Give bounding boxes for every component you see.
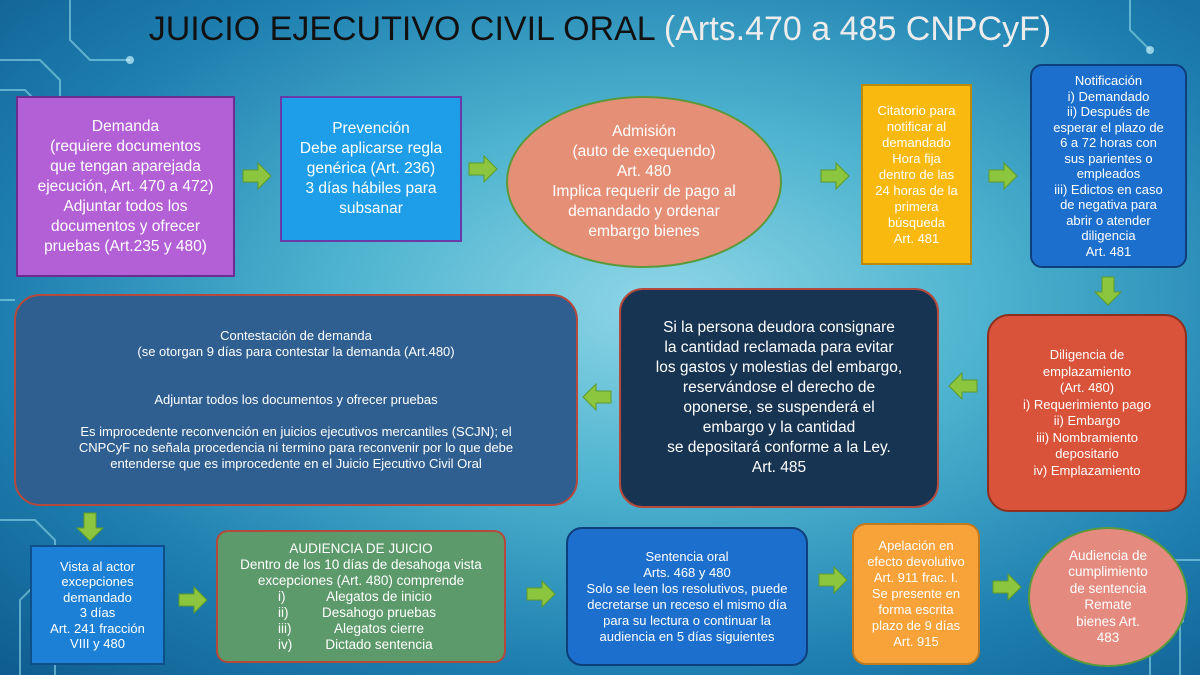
- node-diligencia-text: Diligencia de emplazamiento (Art. 480) i) Requerimiento pago ii) Embargo iii) Nombramiento depositario iv) Emplazamiento: [1023, 347, 1151, 478]
- audiencia-item-text: Dictado sentencia: [325, 636, 433, 652]
- node-vista-text: Vista al actor excepciones demandado 3 días Art. 241 fracción VIII y 480: [50, 558, 145, 651]
- audiencia-item: [278, 605, 444, 621]
- node-demanda: [16, 96, 235, 277]
- arrow-down-icon: [1094, 276, 1122, 306]
- node-contestacion: [14, 294, 578, 506]
- node-contestacion-text: Contestación de demanda (se otorgan 9 días para contestar la demanda (Art.480) Adjuntar todos los documentos y ofrecer pruebas Es improcedente reconvención en juicios ejecutivos mercantiles (SCJN); el CNPCyF no señala procedencia ni termino para reconvenir por lo que debe entenderse que es improcedente en el Juicio Ejecutivo Civil Oral: [78, 328, 514, 471]
- arrow-down-icon: [76, 512, 104, 542]
- node-prevencion-text: Prevención Debe aplicarse regla genérica (Art. 236) 3 días hábiles para subsanar: [299, 120, 443, 217]
- audiencia-item: [278, 637, 444, 653]
- node-audiencia: [216, 530, 506, 663]
- audiencia-item-text: Alegatos cierre: [333, 620, 425, 636]
- arrow-right-icon: [526, 580, 556, 608]
- arrow-right-icon: [992, 573, 1022, 601]
- node-notificacion: [1030, 64, 1187, 268]
- node-deudora-text: Si la persona deudora consignare la cantidad reclamada para evitar los gastos y molestias del embargo, reservándose el derecho de oponerse, se suspenderá el embargo y la cantidad se depositará conforme a la Ley. Art. 485: [655, 319, 903, 476]
- arrow-right-icon: [818, 566, 848, 594]
- arrow-right-icon: [820, 162, 850, 190]
- node-cumplimiento: [1028, 527, 1188, 667]
- node-citatorio: [861, 84, 972, 265]
- audiencia-item-text: Alegatos de inicio: [326, 588, 432, 604]
- arrow-right-icon: [242, 162, 272, 190]
- audiencia-item-num: ii): [278, 604, 289, 620]
- audiencia-item: [278, 621, 444, 637]
- node-notificacion-text: Notificación i) Demandado ii) Después de esperar el plazo de 6 a 72 horas con sus parientes o empleados iii) Edictos en caso de negativa para abrir o atender diligencia Art. 481: [1053, 73, 1164, 259]
- node-diligencia: [987, 314, 1187, 512]
- title-reference: (Arts.470 a 485 CNPCyF): [663, 10, 1052, 48]
- audiencia-item-num: iii): [278, 620, 292, 636]
- node-admision-text: Admisión (auto de exequendo) Art. 480 Implica requerir de pago al demandado y ordenar embargo bienes: [552, 123, 736, 240]
- node-apelacion-text: Apelación en efecto devolutivo Art. 911 frac. I. Se presente en forma escrita plazo de 9 días Art. 915: [867, 538, 965, 649]
- node-sentencia-text: Sentencia oral Arts. 468 y 480 Solo se leen los resolutivos, puede decretarse un receso el mismo día para su lectura o continuar la audiencia en 5 días siguientes: [586, 548, 788, 644]
- node-citatorio-text: Citatorio para notificar al demandado Hora fija dentro de las 24 horas de la primera búsqueda Art. 481: [875, 102, 958, 246]
- audiencia-item-num: i): [278, 588, 286, 604]
- node-prevencion: [280, 96, 462, 242]
- arrow-right-icon: [468, 155, 498, 183]
- node-apelacion: [852, 523, 980, 665]
- node-demanda-text: Demanda (requiere documentos que tengan aparejada ejecución, Art. 470 a 472) Adjuntar todos los documentos y ofrecer pruebas (Art.235 y 480): [37, 117, 214, 255]
- title-main: JUICIO EJECUTIVO CIVIL ORAL: [148, 10, 655, 48]
- node-sentencia: [566, 527, 808, 666]
- audiencia-heading: AUDIENCIA DE JUICIO: [289, 540, 433, 556]
- node-deudora: [619, 288, 939, 508]
- node-admision: [506, 96, 782, 268]
- audiencia-item: [278, 589, 444, 605]
- audiencia-item-text: Desahogo pruebas: [321, 604, 437, 620]
- node-vista: [30, 545, 165, 665]
- node-cumplimiento-text: Audiencia de cumplimiento de sentencia Remate bienes Art. 483: [1068, 547, 1148, 645]
- audiencia-item-num: iv): [278, 636, 293, 652]
- page-title: [0, 10, 1200, 49]
- arrow-right-icon: [988, 162, 1018, 190]
- arrow-left-icon: [948, 372, 978, 400]
- audiencia-intro: Dentro de los 10 días de desahoga vista excepciones (Art. 480) comprende: [240, 556, 482, 588]
- arrow-right-icon: [178, 586, 208, 614]
- arrow-left-icon: [582, 383, 612, 411]
